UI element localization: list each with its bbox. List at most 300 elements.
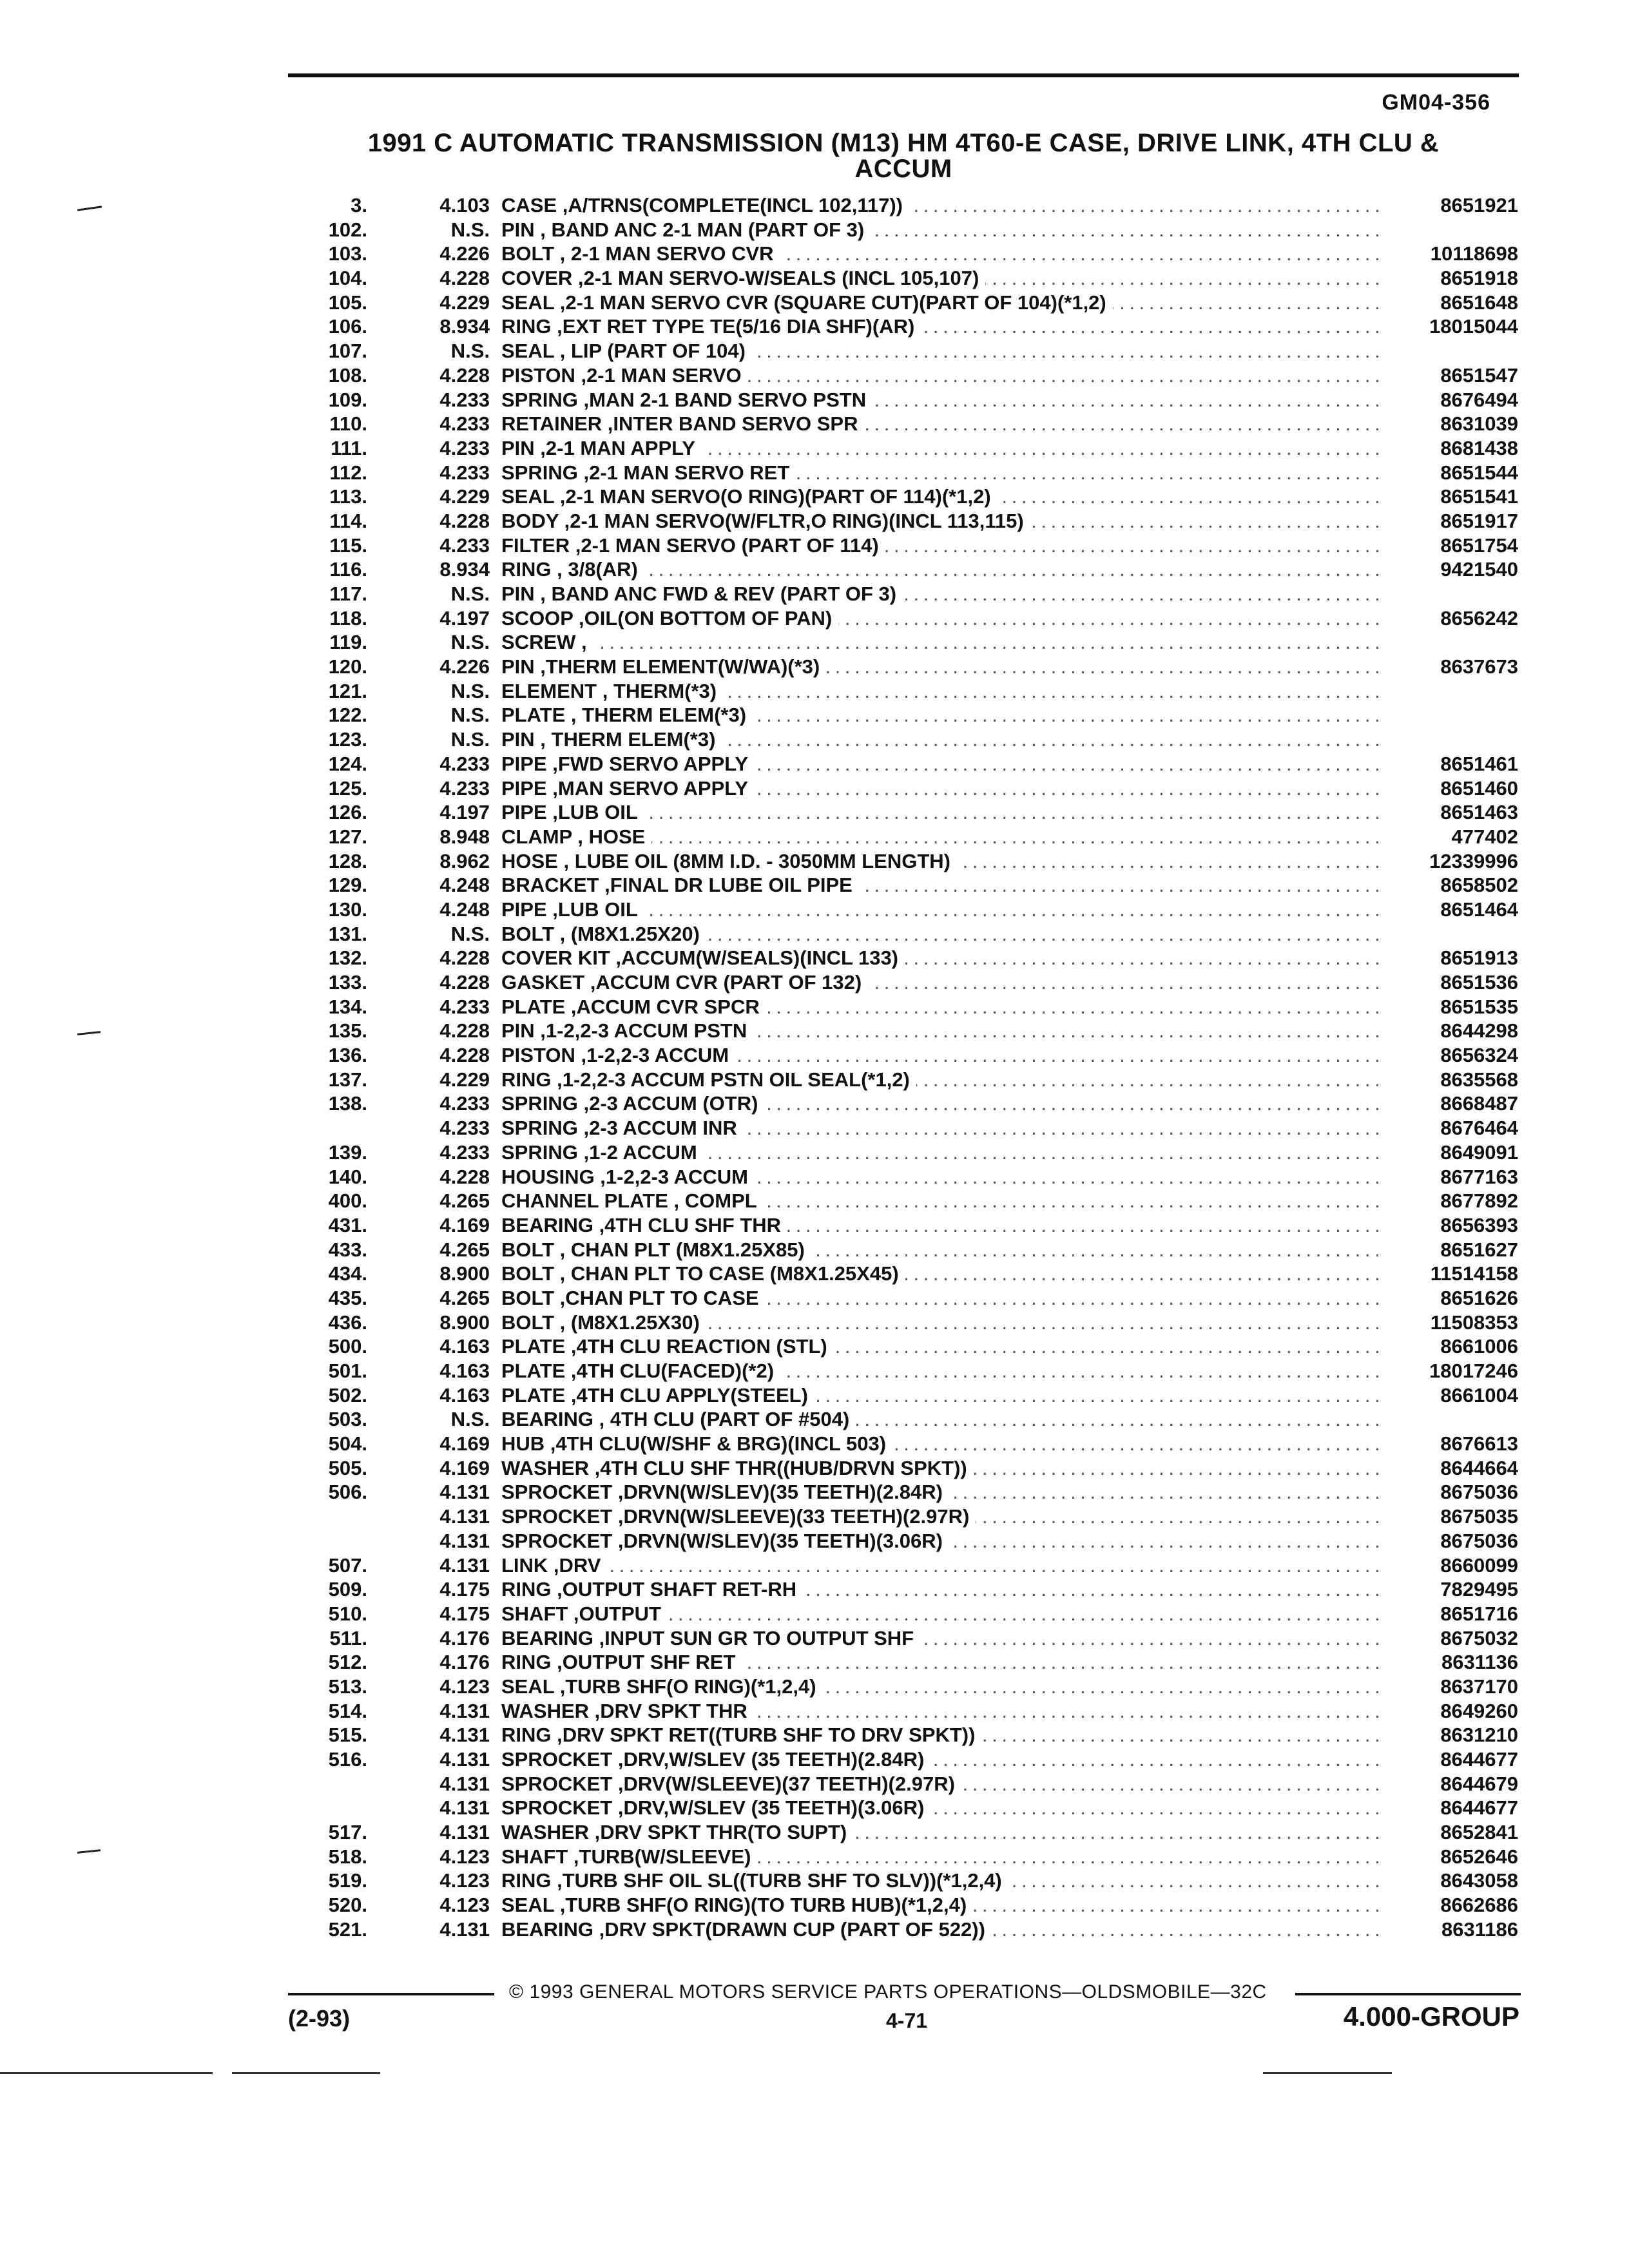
table-row (0, 1480, 1629, 1504)
part-description: PIPE ,MAN SERVO APPLY (501, 776, 755, 801)
table-row (0, 1311, 1629, 1335)
table-row (0, 509, 1629, 533)
item-number: 510. (328, 1602, 367, 1625)
group-number: 4.163 (439, 1383, 490, 1407)
scan-edge-line (1263, 2072, 1392, 2074)
table-row (0, 1019, 1629, 1043)
part-description: SPROCKET ,DRVN(W/SLEV)(35 TEETH)(3.06R) (501, 1529, 949, 1553)
group-number: 4.233 (439, 1092, 490, 1115)
item-number: 501. (328, 1360, 367, 1382)
part-number: 8651536 (1440, 971, 1518, 994)
table-row (0, 995, 1629, 1019)
parts-list (0, 193, 1629, 1942)
footer-rule-left (288, 1993, 494, 1995)
part-description: PIN ,THERM ELEMENT(W/WA)(*3) (501, 655, 826, 679)
part-number: 8677163 (1440, 1165, 1518, 1188)
item-number: 504. (328, 1432, 367, 1456)
item-number: 500. (328, 1335, 367, 1358)
table-row (0, 1723, 1629, 1747)
group-number: 8.934 (439, 558, 490, 581)
item-number: 106. (328, 315, 367, 338)
part-number: 477402 (1451, 825, 1518, 848)
item-number: 126. (328, 801, 367, 824)
leader-dots (501, 1553, 1384, 1578)
group-number: 4.233 (439, 412, 490, 436)
item-number: 511. (329, 1626, 367, 1649)
part-description: PIPE ,FWD SERVO APPLY (501, 752, 755, 776)
group-number: 4.248 (439, 898, 490, 921)
part-description: PLATE ,4TH CLU(FACED)(*2) (501, 1359, 780, 1383)
group-number: 4.233 (439, 388, 490, 411)
group-number: 4.131 (439, 1481, 490, 1504)
part-description: LINK ,DRV (501, 1553, 607, 1578)
part-number: 7829495 (1440, 1578, 1518, 1601)
part-description: BOLT , CHAN PLT TO CASE (M8X1.25X45) (501, 1262, 905, 1286)
part-description: BOLT , CHAN PLT (M8X1.25X85) (501, 1238, 811, 1262)
table-row (0, 363, 1629, 388)
part-description: PLATE ,ACCUM CVR SPCR (501, 995, 766, 1019)
item-number: 117. (329, 582, 367, 605)
table-row (0, 1116, 1629, 1140)
table-row (0, 1165, 1629, 1189)
item-number: 128. (328, 849, 367, 872)
part-description: PLATE ,4TH CLU APPLY(STEEL) (501, 1383, 815, 1408)
table-row (0, 218, 1629, 242)
table-row (0, 557, 1629, 582)
item-number: 108. (328, 363, 367, 387)
table-row (0, 703, 1629, 727)
table-row (0, 1602, 1629, 1626)
part-description: CLAMP , HOSE (501, 825, 651, 849)
part-number: 8651913 (1440, 947, 1518, 970)
table-row (0, 1893, 1629, 1917)
table-row (0, 606, 1629, 631)
part-description: RING , 3/8(AR) (501, 557, 644, 582)
item-number: 517. (328, 1821, 367, 1844)
table-row (0, 752, 1629, 776)
part-number: 8651460 (1440, 776, 1518, 800)
part-description: SHAFT ,OUTPUT (501, 1602, 668, 1626)
part-description: SPRING ,1-2 ACCUM (501, 1140, 704, 1165)
table-row (0, 1432, 1629, 1456)
group-number: 4.226 (439, 242, 490, 265)
group-number: 4.228 (439, 267, 490, 290)
item-number: 130. (328, 898, 367, 921)
table-row (0, 1334, 1629, 1359)
item-number: 3. (351, 194, 367, 216)
part-description: PIN , BAND ANC 2-1 MAN (PART OF 3) (501, 218, 871, 242)
table-row (0, 1456, 1629, 1481)
group-number: N.S. (450, 922, 490, 945)
item-number: 122. (328, 704, 367, 727)
part-number: 8651716 (1440, 1602, 1518, 1625)
part-description: SPROCKET ,DRV(W/SLEEVE)(37 TEETH)(2.97R) (501, 1772, 961, 1796)
item-number: 434. (328, 1262, 367, 1285)
part-number: 8651648 (1440, 291, 1518, 314)
part-description: CASE ,A/TRNS(COMPLETE(INCL 102,117)) (501, 193, 909, 218)
part-number: 8631039 (1440, 412, 1518, 436)
part-number: 8668487 (1440, 1092, 1518, 1115)
table-row (0, 1140, 1629, 1165)
item-number: 116. (329, 558, 367, 581)
item-number: 102. (328, 218, 367, 241)
part-number: 8677892 (1440, 1189, 1518, 1213)
part-number: 8644298 (1440, 1019, 1518, 1043)
group-number: 8.962 (439, 849, 490, 872)
part-description: HUB ,4TH CLU(W/SHF & BRG)(INCL 503) (501, 1432, 892, 1456)
part-number: 8644677 (1440, 1796, 1518, 1820)
item-number: 129. (328, 874, 367, 897)
part-number: 8651547 (1440, 363, 1518, 387)
group-number: 4.169 (439, 1456, 490, 1479)
part-number: 8631136 (1441, 1651, 1518, 1674)
group-number: 4.123 (439, 1894, 490, 1917)
part-description: PLATE ,4TH CLU REACTION (STL) (501, 1334, 834, 1359)
group-number: 4.123 (439, 1869, 490, 1892)
part-number: 8644679 (1440, 1772, 1518, 1795)
group-number: 4.248 (439, 874, 490, 897)
item-number: 119. (329, 631, 367, 654)
part-description: BEARING ,INPUT SUN GR TO OUTPUT SHF (501, 1626, 920, 1651)
part-description: PLATE , THERM ELEM(*3) (501, 703, 753, 727)
part-number: 8651535 (1440, 995, 1518, 1018)
item-number: 103. (328, 242, 367, 265)
group-number: 4.131 (439, 1917, 490, 1941)
group-number: 4.233 (439, 995, 490, 1018)
group-number: N.S. (450, 218, 490, 241)
part-description: SEAL , LIP (PART OF 104) (501, 339, 752, 363)
group-number: 4.123 (439, 1845, 490, 1868)
item-number: 435. (328, 1286, 367, 1309)
item-number: 520. (328, 1894, 367, 1917)
part-description: RETAINER ,INTER BAND SERVO SPR (501, 412, 864, 436)
page-title (288, 130, 1519, 182)
title-line-2: ACCUM (854, 155, 952, 183)
table-row (0, 1359, 1629, 1383)
part-number: 8631186 (1441, 1917, 1518, 1941)
table-row (0, 1043, 1629, 1068)
table-row (0, 193, 1629, 218)
item-number: 131. (328, 922, 367, 945)
item-number: 136. (328, 1044, 367, 1067)
part-description: SPRING ,2-3 ACCUM (OTR) (501, 1091, 764, 1116)
part-description: SEAL ,TURB SHF(O RING)(*1,2,4) (501, 1675, 823, 1699)
part-description: PISTON ,1-2,2-3 ACCUM (501, 1043, 735, 1068)
part-number: 8658502 (1440, 874, 1518, 897)
item-number: 400. (328, 1189, 367, 1213)
part-description: BOLT , 2-1 MAN SERVO CVR (501, 242, 780, 266)
part-number: 8661004 (1440, 1383, 1518, 1407)
group-number: 4.131 (439, 1529, 490, 1552)
part-description: PIPE ,LUB OIL (501, 898, 644, 922)
part-number: 8652646 (1440, 1845, 1518, 1868)
item-number: 518. (328, 1845, 367, 1868)
part-description: BOLT , (M8X1.25X20) (501, 922, 706, 947)
group-number: 4.175 (439, 1602, 490, 1625)
table-row (0, 655, 1629, 679)
table-row (0, 1238, 1629, 1262)
part-description: SCREW , (501, 630, 593, 655)
table-row (0, 922, 1629, 947)
item-number: 113. (329, 485, 367, 508)
table-row (0, 266, 1629, 291)
group-number: 4.233 (439, 776, 490, 800)
part-description: SCOOP ,OIL(ON BOTTOM OF PAN) (501, 606, 838, 631)
group-number: 4.233 (439, 436, 490, 459)
group-number: N.S. (450, 728, 490, 751)
part-number: 8651464 (1440, 898, 1518, 921)
part-description: SPROCKET ,DRV,W/SLEV (35 TEETH)(3.06R) (501, 1796, 930, 1820)
part-description: RING ,DRV SPKT RET((TURB SHF TO DRV SPKT)) (501, 1723, 981, 1747)
part-number: 8651461 (1440, 752, 1518, 775)
part-description: SPROCKET ,DRVN(W/SLEEVE)(33 TEETH)(2.97R) (501, 1504, 976, 1529)
part-number: 10118698 (1430, 242, 1518, 265)
table-row (0, 1772, 1629, 1796)
group-number: 4.197 (439, 801, 490, 824)
table-row (0, 1407, 1629, 1432)
group-number: 4.131 (439, 1796, 490, 1820)
table-row (0, 1286, 1629, 1311)
part-number: 8651463 (1440, 801, 1518, 824)
group-number: N.S. (450, 631, 490, 654)
item-number: 114. (329, 509, 367, 532)
item-number: 502. (328, 1383, 367, 1407)
group-number: 4.131 (439, 1772, 490, 1795)
group-number: 4.228 (439, 1019, 490, 1043)
table-row (0, 1189, 1629, 1213)
part-number: 8637673 (1440, 655, 1518, 678)
part-number: 8656242 (1440, 606, 1518, 629)
table-row (0, 679, 1629, 704)
part-description: PIN , BAND ANC FWD & REV (PART OF 3) (501, 582, 903, 606)
table-row (0, 727, 1629, 752)
part-number: 18015044 (1429, 315, 1518, 338)
part-number: 8675032 (1440, 1626, 1518, 1649)
part-description: GASKET ,ACCUM CVR (PART OF 132) (501, 970, 868, 995)
table-row (0, 898, 1629, 922)
item-number: 127. (328, 825, 367, 848)
item-number: 110. (329, 412, 367, 436)
table-row (0, 1675, 1629, 1699)
group-number: 4.131 (439, 1699, 490, 1722)
group-number: 4.103 (439, 194, 490, 216)
group-number: 4.169 (439, 1213, 490, 1236)
table-row (0, 1917, 1629, 1942)
part-description: ELEMENT , THERM(*3) (501, 679, 723, 704)
part-number: 8651627 (1440, 1238, 1518, 1261)
table-row (0, 1650, 1629, 1675)
part-number: 8651918 (1440, 267, 1518, 290)
item-number: 135. (328, 1019, 367, 1043)
item-number: 507. (328, 1553, 367, 1577)
part-number: 8656393 (1440, 1213, 1518, 1236)
group-label: 4.000-GROUP (1343, 2001, 1519, 2032)
footer-rule-right (1295, 1993, 1521, 1995)
group-number: 4.226 (439, 655, 490, 678)
part-description: HOUSING ,1-2,2-3 ACCUM (501, 1165, 755, 1189)
part-number: 8644677 (1440, 1748, 1518, 1771)
item-number: 512. (328, 1651, 367, 1674)
table-row (0, 314, 1629, 339)
part-description: COVER ,2-1 MAN SERVO-W/SEALS (INCL 105,107) (501, 266, 985, 291)
item-number: 125. (328, 776, 367, 800)
part-description: WASHER ,DRV SPKT THR (501, 1699, 754, 1724)
part-description: BEARING ,DRV SPKT(DRAWN CUP (PART OF 522)) (501, 1917, 992, 1942)
part-description: PIN ,2-1 MAN APPLY (501, 436, 702, 461)
table-row (0, 946, 1629, 970)
revision-date: (2-93) (288, 2005, 351, 2032)
item-number: 124. (328, 752, 367, 775)
part-description: SPROCKET ,DRVN(W/SLEV)(35 TEETH)(2.84R) (501, 1480, 949, 1504)
item-number: 132. (328, 947, 367, 970)
group-number: 4.233 (439, 1140, 490, 1164)
part-description: SEAL ,TURB SHF(O RING)(TO TURB HUB)(*1,2,4) (501, 1893, 973, 1917)
item-number: 515. (328, 1724, 367, 1747)
part-description: PIN , THERM ELEM(*3) (501, 727, 722, 752)
part-number: 8637170 (1440, 1675, 1518, 1698)
group-number: 4.176 (439, 1626, 490, 1649)
group-number: 4.233 (439, 1117, 490, 1140)
group-number: N.S. (450, 1408, 490, 1431)
part-number: 8661006 (1440, 1335, 1518, 1358)
part-number: 8651626 (1440, 1286, 1518, 1309)
group-number: 4.175 (439, 1578, 490, 1601)
part-description: FILTER ,2-1 MAN SERVO (PART OF 114) (501, 533, 885, 558)
table-row (0, 1747, 1629, 1772)
group-number: 4.228 (439, 509, 490, 532)
part-number: 18017246 (1429, 1360, 1518, 1382)
table-row (0, 1626, 1629, 1651)
part-number: 8635568 (1440, 1068, 1518, 1091)
top-rule (288, 73, 1519, 77)
table-row (0, 1820, 1629, 1845)
group-number: 4.228 (439, 947, 490, 970)
part-description: PIN ,1-2,2-3 ACCUM PSTN (501, 1019, 753, 1043)
part-description: SPRING ,MAN 2-1 BAND SERVO PSTN (501, 388, 872, 412)
group-number: 4.229 (439, 291, 490, 314)
page-number: 4-71 (886, 2009, 928, 2032)
group-number: 8.948 (439, 825, 490, 848)
scan-edge-line (232, 2072, 380, 2074)
item-number: 506. (328, 1481, 367, 1504)
group-number: 4.233 (439, 533, 490, 557)
table-row (0, 970, 1629, 995)
part-number: 8656324 (1440, 1044, 1518, 1067)
part-number: 8644664 (1440, 1456, 1518, 1479)
table-row (0, 582, 1629, 606)
part-number: 8651541 (1440, 485, 1518, 508)
item-number: 513. (328, 1675, 367, 1698)
part-number: 8660099 (1440, 1553, 1518, 1577)
part-number: 8676494 (1440, 388, 1518, 411)
item-number: 139. (328, 1140, 367, 1164)
item-number: 134. (328, 995, 367, 1018)
part-description: BEARING , 4TH CLU (PART OF #504) (501, 1407, 856, 1432)
part-number: 8676613 (1440, 1432, 1518, 1456)
group-number: 8.900 (439, 1262, 490, 1285)
copyright-notice: © 1993 GENERAL MOTORS SERVICE PARTS OPERATIONS—OLDSMOBILE—32C (509, 1981, 1267, 2003)
item-number: 138. (328, 1092, 367, 1115)
part-description: WASHER ,DRV SPKT THR(TO SUPT) (501, 1820, 853, 1845)
group-number: 8.934 (439, 315, 490, 338)
item-number: 112. (329, 461, 367, 484)
part-number: 8649091 (1440, 1140, 1518, 1164)
title-line-1: 1991 C AUTOMATIC TRANSMISSION (M13) HM 4T60-E CASE, DRIVE LINK, 4TH CLU & (367, 129, 1440, 157)
item-number: 509. (328, 1578, 367, 1601)
part-number: 12339996 (1429, 849, 1518, 872)
group-number: 4.265 (439, 1189, 490, 1213)
item-number: 109. (328, 388, 367, 411)
table-row (0, 485, 1629, 509)
group-number: 4.131 (439, 1553, 490, 1577)
group-number: 4.176 (439, 1651, 490, 1674)
item-number: 133. (328, 971, 367, 994)
item-number: 111. (331, 436, 367, 459)
group-number: 4.229 (439, 485, 490, 508)
table-row (0, 388, 1629, 412)
part-number: 8651754 (1440, 533, 1518, 557)
part-description: BOLT , (M8X1.25X30) (501, 1311, 706, 1335)
item-number: 105. (328, 291, 367, 314)
part-number: 8651917 (1440, 509, 1518, 532)
part-number: 8676464 (1440, 1117, 1518, 1140)
table-row (0, 1553, 1629, 1578)
group-number: 8.900 (439, 1311, 490, 1334)
item-number: 519. (328, 1869, 367, 1892)
item-number: 137. (328, 1068, 367, 1091)
table-row (0, 1262, 1629, 1286)
part-number: 8631210 (1440, 1724, 1518, 1747)
group-number: 4.228 (439, 1044, 490, 1067)
part-number: 8681438 (1440, 436, 1518, 459)
table-row (0, 1869, 1629, 1893)
table-row (0, 1796, 1629, 1820)
item-number: 140. (328, 1165, 367, 1188)
group-number: N.S. (450, 704, 490, 727)
group-number: 4.265 (439, 1286, 490, 1309)
item-number: 107. (328, 340, 367, 363)
item-number: 436. (328, 1311, 367, 1334)
group-number: 4.197 (439, 606, 490, 629)
table-row (0, 1213, 1629, 1238)
part-number: 8662686 (1440, 1894, 1518, 1917)
table-row (0, 339, 1629, 363)
group-number: 4.265 (439, 1238, 490, 1261)
part-description: RING ,EXT RET TYPE TE(5/16 DIA SHF)(AR) (501, 314, 921, 339)
part-description: SHAFT ,TURB(W/SLEEVE) (501, 1845, 758, 1869)
part-description: SEAL ,2-1 MAN SERVO CVR (SQUARE CUT)(PART OF 104)(*1,2) (501, 291, 1113, 315)
part-number: 8649260 (1440, 1699, 1518, 1722)
table-row (0, 1845, 1629, 1869)
part-description: RING ,1-2,2-3 ACCUM PSTN OIL SEAL(*1,2) (501, 1068, 916, 1092)
table-row (0, 533, 1629, 558)
group-number: 4.233 (439, 461, 490, 484)
table-row (0, 630, 1629, 655)
leader-dots (501, 630, 1384, 655)
group-number: 4.163 (439, 1360, 490, 1382)
part-description: RING ,OUTPUT SHAFT RET-RH (501, 1577, 803, 1602)
part-number: 8643058 (1440, 1869, 1518, 1892)
group-number: 4.131 (439, 1821, 490, 1844)
part-number: 11514158 (1430, 1262, 1518, 1285)
part-description: RING ,TURB SHF OIL SL((TURB SHF TO SLV))(*1,2,4) (501, 1869, 1008, 1893)
item-number: 104. (328, 267, 367, 290)
table-row (0, 291, 1629, 315)
part-description: RING ,OUTPUT SHF RET (501, 1650, 742, 1675)
table-row (0, 436, 1629, 461)
group-number: N.S. (450, 340, 490, 363)
item-number: 521. (328, 1917, 367, 1941)
